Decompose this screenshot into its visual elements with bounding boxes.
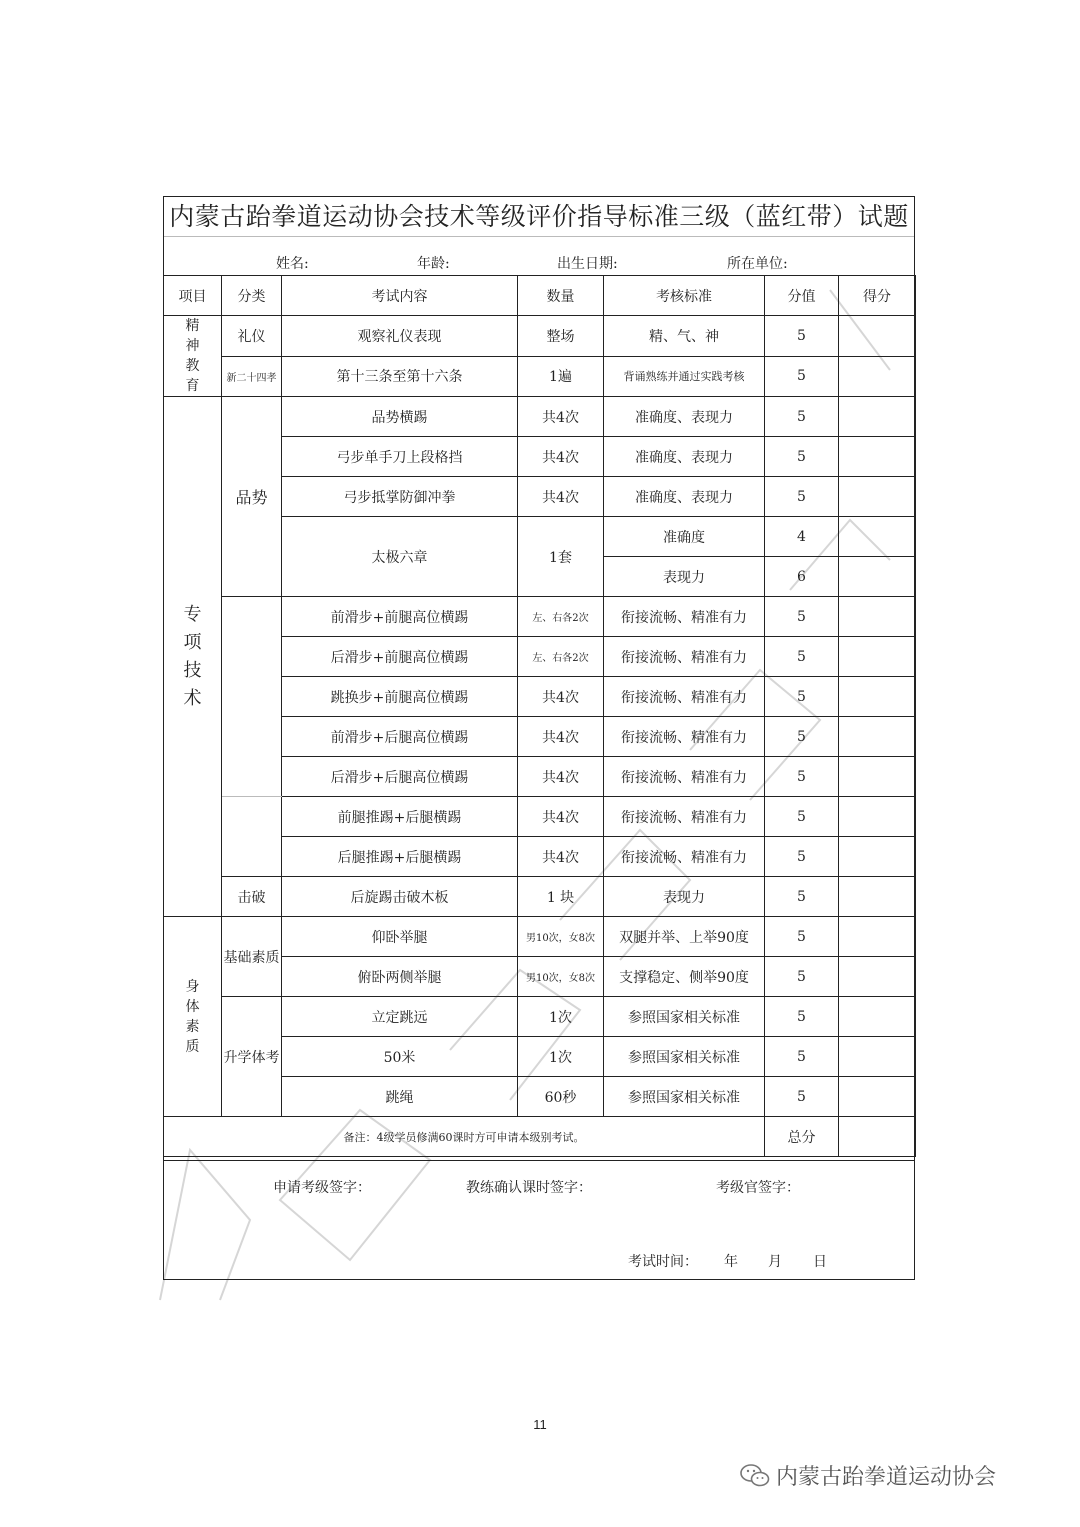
row-content: 品势横踢 (282, 397, 518, 437)
score-cell[interactable] (839, 597, 916, 637)
row-points: 5 (765, 677, 839, 717)
row-content: 后滑步+前腿高位横踢 (282, 637, 518, 677)
category-etiquette: 礼仪 (222, 316, 282, 357)
row-content: 前滑步+前腿高位横踢 (282, 597, 518, 637)
header-row (164, 276, 916, 316)
note-row (164, 1117, 916, 1157)
row-quantity: 男10次，女8次 (518, 957, 604, 997)
col-header-points: 分值 (765, 276, 839, 316)
table-row (164, 877, 916, 917)
row-points: 5 (765, 1077, 839, 1117)
month-label: 月 (768, 1254, 782, 1270)
examiner-signature-label: 考级官签字： (716, 1180, 800, 1196)
group-physical-fitness: 身 体 素 质 (164, 917, 222, 1117)
table-row (164, 997, 916, 1037)
signature-area (163, 1160, 915, 1281)
score-cell[interactable] (839, 917, 916, 957)
row-quantity: 共4次 (518, 677, 604, 717)
row-standard: 衔接流畅、精准有力 (604, 677, 765, 717)
row-content: 后腿推踢+后腿横踢 (282, 837, 518, 877)
row-points: 5 (765, 356, 839, 397)
row-standard: 支撑稳定、侧举90度 (604, 957, 765, 997)
score-cell[interactable] (839, 517, 916, 557)
exam-sheet (163, 196, 915, 1280)
table-row (164, 597, 916, 637)
row-standard: 衔接流畅、精准有力 (604, 797, 765, 837)
row-quantity: 共4次 (518, 757, 604, 797)
col-header-quantity: 数量 (518, 276, 604, 316)
row-quantity: 共4次 (518, 797, 604, 837)
row-standard: 衔接流畅、精准有力 (604, 597, 765, 637)
total-score-cell[interactable] (839, 1117, 916, 1157)
row-standard: 准确度 (604, 517, 765, 557)
category-blank (222, 797, 282, 877)
col-header-category: 分类 (222, 276, 282, 316)
row-points: 6 (765, 557, 839, 597)
col-header-standard: 考核标准 (604, 276, 765, 316)
row-standard: 衔接流畅、精准有力 (604, 717, 765, 757)
row-content: 50米 (282, 1037, 518, 1077)
row-content: 第十三条至第十六条 (282, 356, 518, 397)
row-points: 5 (765, 477, 839, 517)
row-points: 4 (765, 517, 839, 557)
age-label: 年龄: (417, 256, 450, 272)
row-quantity: 共4次 (518, 717, 604, 757)
row-content: 前滑步+后腿高位横踢 (282, 717, 518, 757)
row-standard: 参照国家相关标准 (604, 1077, 765, 1117)
row-quantity: 60秒 (518, 1077, 604, 1117)
score-cell[interactable] (839, 1077, 916, 1117)
row-content: 前腿推踢+后腿横踢 (282, 797, 518, 837)
table-row (164, 397, 916, 437)
unit-label: 所在单位: (727, 256, 788, 272)
row-points: 5 (765, 837, 839, 877)
row-standard: 双腿并举、上举90度 (604, 917, 765, 957)
col-header-item: 项目 (164, 276, 222, 316)
group-special-technique: 专 项 技 术 (164, 397, 222, 917)
table-row (164, 917, 916, 957)
category-breaking: 击破 (222, 877, 282, 917)
applicant-signature-label: 申请考级签字： (273, 1180, 371, 1196)
row-standard: 参照国家相关标准 (604, 997, 765, 1037)
category-blank (222, 597, 282, 797)
row-points: 5 (765, 1037, 839, 1077)
row-quantity: 共4次 (518, 837, 604, 877)
row-points: 5 (765, 637, 839, 677)
row-points: 5 (765, 757, 839, 797)
row-standard: 准确度、表现力 (604, 437, 765, 477)
score-cell[interactable] (839, 997, 916, 1037)
score-cell[interactable] (839, 477, 916, 517)
row-standard: 衔接流畅、精准有力 (604, 837, 765, 877)
col-header-score: 得分 (839, 276, 916, 316)
category-entrance-pe: 升学体考 (222, 997, 282, 1117)
row-quantity: 1遍 (518, 356, 604, 397)
row-quantity: 1次 (518, 1037, 604, 1077)
table-row (164, 316, 916, 357)
table-row (164, 797, 916, 837)
col-header-content: 考试内容 (282, 276, 518, 316)
row-standard: 衔接流畅、精准有力 (604, 757, 765, 797)
score-cell[interactable] (839, 437, 916, 477)
row-points: 5 (765, 397, 839, 437)
score-cell[interactable] (839, 677, 916, 717)
row-content: 俯卧两侧举腿 (282, 957, 518, 997)
table-row (164, 356, 916, 397)
page-title: 内蒙古跆拳道运动协会技术等级评价指导标准三级（蓝红带）试题 (164, 197, 914, 237)
row-quantity: 1套 (518, 517, 604, 597)
wechat-icon (740, 1463, 770, 1489)
row-content: 仰卧举腿 (282, 917, 518, 957)
birth-date-label: 出生日期: (557, 256, 618, 272)
category-poomsae: 品势 (222, 397, 282, 597)
row-points: 5 (765, 717, 839, 757)
category-new-24-filial: 新二十四孝 (222, 356, 282, 397)
score-cell[interactable] (839, 797, 916, 837)
score-cell[interactable] (839, 397, 916, 437)
row-standard: 参照国家相关标准 (604, 1037, 765, 1077)
score-cell[interactable] (839, 717, 916, 757)
row-points: 5 (765, 957, 839, 997)
row-standard: 表现力 (604, 877, 765, 917)
row-standard: 精、气、神 (604, 316, 765, 357)
row-points: 5 (765, 797, 839, 837)
day-label: 日 (813, 1254, 827, 1270)
row-standard: 背诵熟练并通过实践考核 (604, 356, 765, 397)
row-standard: 衔接流畅、精准有力 (604, 637, 765, 677)
row-quantity: 整场 (518, 316, 604, 357)
score-cell[interactable] (839, 356, 916, 397)
row-content: 立定跳远 (282, 997, 518, 1037)
row-quantity: 共4次 (518, 477, 604, 517)
name-label: 姓名: (276, 256, 309, 272)
row-points: 5 (765, 597, 839, 637)
row-points: 5 (765, 316, 839, 357)
wechat-watermark (740, 1460, 996, 1491)
row-quantity: 1 块 (518, 877, 604, 917)
score-cell[interactable] (839, 757, 916, 797)
row-standard: 表现力 (604, 557, 765, 597)
row-quantity: 左、右各2次 (518, 597, 604, 637)
row-quantity: 1次 (518, 997, 604, 1037)
row-standard: 准确度、表现力 (604, 397, 765, 437)
row-content: 后旋踢击破木板 (282, 877, 518, 917)
row-content: 弓步单手刀上段格挡 (282, 437, 518, 477)
row-quantity: 共4次 (518, 437, 604, 477)
row-points: 5 (765, 437, 839, 477)
year-label: 年 (724, 1254, 738, 1270)
total-label: 总分 (765, 1117, 839, 1157)
row-standard: 准确度、表现力 (604, 477, 765, 517)
coach-signature-label: 教练确认课时签字： (466, 1180, 592, 1196)
watermark-text: 内蒙古跆拳道运动协会 (776, 1464, 997, 1489)
score-cell[interactable] (839, 637, 916, 677)
row-content: 太极六章 (282, 517, 518, 597)
exam-table (163, 275, 916, 1157)
row-points: 5 (765, 917, 839, 957)
row-content: 跳换步+前腿高位横踢 (282, 677, 518, 717)
row-points: 5 (765, 997, 839, 1037)
row-content: 观察礼仪表现 (282, 316, 518, 357)
score-cell[interactable] (839, 957, 916, 997)
note-text: 备注：4级学员修满60课时方可申请本级别考试。 (164, 1117, 765, 1157)
row-quantity: 左、右各2次 (518, 637, 604, 677)
row-content: 弓步抵掌防御冲拳 (282, 477, 518, 517)
row-content: 后滑步+后腿高位横踢 (282, 757, 518, 797)
row-quantity: 共4次 (518, 397, 604, 437)
group-spirit-education: 精 神 教 育 (164, 316, 222, 397)
score-cell[interactable] (839, 837, 916, 877)
category-basic-fitness: 基础素质 (222, 917, 282, 997)
row-content: 跳绳 (282, 1077, 518, 1117)
score-cell[interactable] (839, 877, 916, 917)
row-points: 5 (765, 877, 839, 917)
score-cell[interactable] (839, 1037, 916, 1077)
page-number: 11 (533, 1417, 547, 1432)
row-quantity: 男10次，女8次 (518, 917, 604, 957)
score-cell[interactable] (839, 557, 916, 597)
exam-time-label: 考试时间： (628, 1254, 698, 1270)
score-cell[interactable] (839, 316, 916, 357)
